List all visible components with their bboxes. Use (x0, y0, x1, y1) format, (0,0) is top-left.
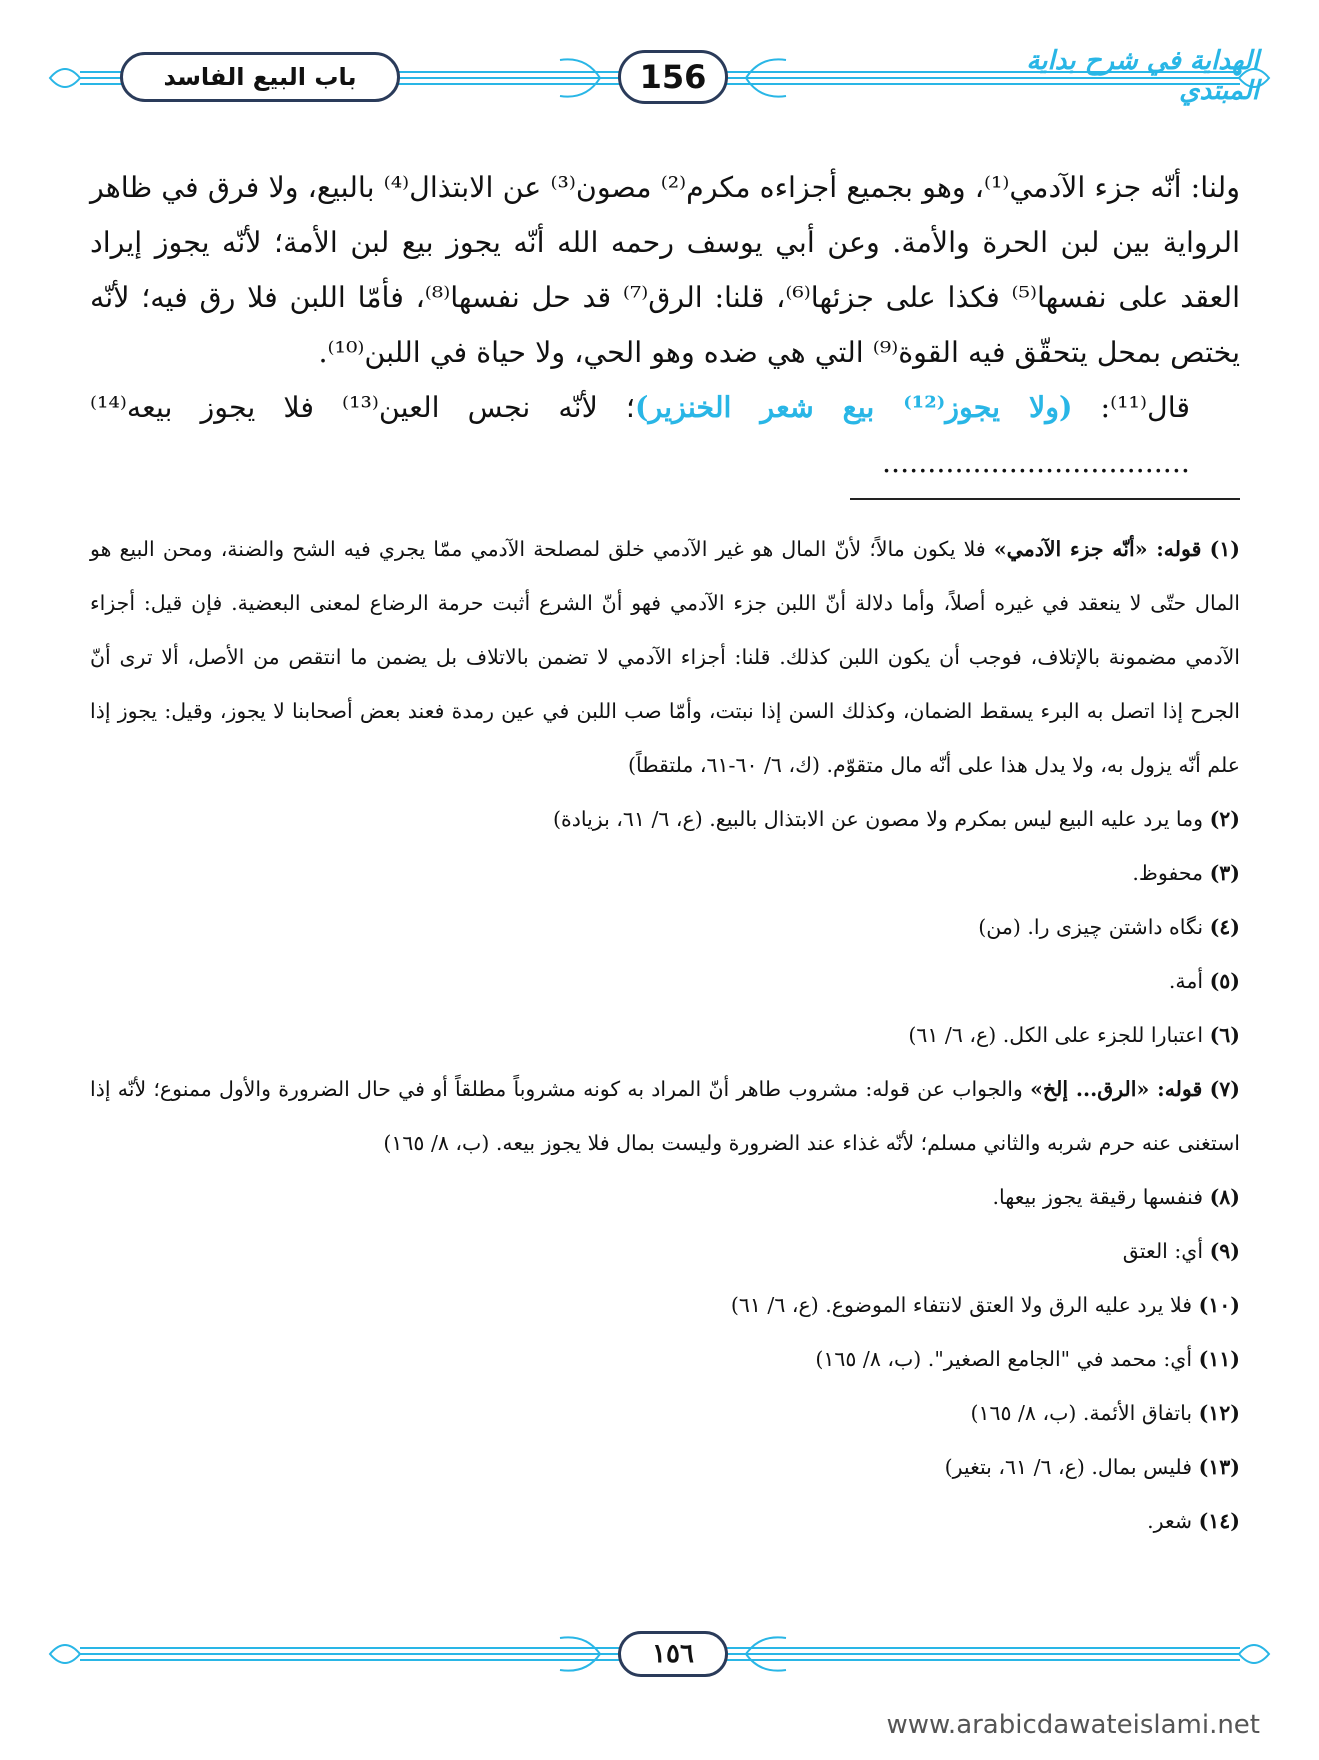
footnote-number: (٦) (1209, 1023, 1240, 1047)
footnote-item (90, 954, 1240, 1008)
footnote-text: فلا يكون مالاً؛ لأنّ المال هو غير الآدمي خلق لمصلحة الآدمي ممّا يجري فيه الشح والضنة، ومحن البيع هو المال حتّى لا ينعقد في غيره أصلاً، وأما دلالة أنّ اللبن جزء الآدمي فهو أنّ الشرع أثبت حرمة الرضاع لمعنى البعضية. فإن قيل: أجزاء الآدمي مضمونة بالإتلاف، فوجب أن يكون اللبن كذلك. قلنا: أجزاء الآدمي لا تضمن بالاتلاف بل يضمن ما انتقص من الأصل، ألا ترى أنّ الجرح إذا اتصل به البرء يسقط الضمان، وكذلك السن إذا نبتت، وأمّا صب اللبن في عين رمدة فعند بعض أصحابنا لا يجوز، وقيل: يجوز إذا علم أنّه يزول به، ولا يدل هذا على أنّه مال متقوّم. (ك، ٦/ ٦٠-٦١، ملتقطاً) (90, 537, 1240, 777)
chapter-title: باب البيع الفاسد (120, 52, 400, 102)
footnote-number: (٥) (1209, 969, 1240, 993)
footnote-number: (٤) (1209, 915, 1240, 939)
quote-continuation: ؛ لأنّه نجس العين⁽¹³⁾ فلا يجوز بيعه⁽¹⁴⁾ .................................. (90, 391, 1190, 479)
footnote-text: نگاه داشتن چیزی را. (من) (978, 915, 1204, 939)
footnote-number: (١٤) (1198, 1509, 1240, 1533)
page-footer (40, 1625, 1279, 1685)
footnote-item (90, 1440, 1240, 1494)
footnote-text: فليس بمال. (ع، ٦/ ٦١، بتغير) (944, 1455, 1193, 1479)
main-paragraph-quote (90, 380, 1240, 490)
footnote-separator (850, 498, 1240, 500)
footnote-number: (١٢) (1198, 1401, 1240, 1425)
footnote-text: والجواب عن قوله: مشروب طاهر أنّ المراد به كونه مشروباً مطلقاً أو في حال الضرورة والأول ممنوع؛ لأنّه إذا استغنى عنه حرم شربه والثاني مسلم؛ لأنّه غذاء عند الضرورة وليست بمال فلا يجوز بيعه. (ب، ٨/ ١٦٥) (90, 1077, 1240, 1155)
footnote-item (90, 1062, 1240, 1170)
quote-intro: قال⁽¹¹⁾: (1072, 391, 1190, 424)
website-watermark: www.arabicdawateislami.net (886, 1710, 1260, 1740)
footnote-number: (١٠) (1198, 1293, 1240, 1317)
quoted-matn: (ولا يجوز⁽¹²⁾ بيع شعر الخنزير) (634, 390, 1073, 424)
footnote-text: أي: محمد في "الجامع الصغير". (ب، ٨/ ١٦٥) (815, 1347, 1193, 1371)
footnote-lead: قوله: «أنّه جزء الآدمي» (993, 537, 1202, 561)
footnote-text: اعتبارا للجزء على الكل. (ع، ٦/ ٦١) (908, 1023, 1204, 1047)
footnote-text: شعر. (1147, 1509, 1193, 1533)
footnote-lead: قوله: «الرق... إلخ» (1030, 1077, 1203, 1101)
footnote-item (90, 1494, 1240, 1548)
header-page-number: 156 (618, 50, 728, 104)
footnote-item (90, 1224, 1240, 1278)
footer-page-number: ١٥٦ (618, 1631, 728, 1677)
footnote-item (90, 1170, 1240, 1224)
footnote-number: (٧) (1209, 1077, 1240, 1101)
main-paragraph-text: ولنا: أنّه جزء الآدمي⁽¹⁾، وهو بجميع أجزاءه مكرم⁽²⁾ مصون⁽³⁾ عن الابتذال⁽⁴⁾ بالبيع، ولا فرق في ظاهر الرواية بين لبن الحرة والأمة. وعن أبي يوسف رحمه الله أنّه يجوز بيع لبن الأمة؛ لأنّه يجوز إيراد العقد على نفسها⁽⁵⁾ فكذا على جزئها⁽⁶⁾، قلنا: الرق⁽⁷⁾ قد حل نفسها⁽⁸⁾، فأمّا اللبن فلا رق فيه؛ لأنّه يختص بمحل يتحقّق فيه القوة⁽⁹⁾ التي هي ضده وهو الحي، ولا حياة في اللبن⁽¹⁰⁾. (90, 171, 1241, 369)
footnote-text: محفوظ. (1132, 861, 1204, 885)
footnote-number: (٣) (1209, 861, 1240, 885)
footnote-number: (١٣) (1198, 1455, 1240, 1479)
footnote-item (90, 522, 1240, 792)
footnote-text: فنفسها رقيقة يجوز بيعها. (992, 1185, 1204, 1209)
main-text (90, 160, 1240, 490)
footnote-text: وما يرد عليه البيع ليس بمكرم ولا مصون عن الابتذال بالبيع. (ع، ٦/ ٦١، بزيادة) (552, 807, 1204, 831)
footnote-text: أمة. (1168, 969, 1204, 993)
footnote-number: (٨) (1209, 1185, 1240, 1209)
footnote-item (90, 846, 1240, 900)
main-paragraph (90, 160, 1240, 380)
footnote-item (90, 1386, 1240, 1440)
book-title: الهداية في شرح بداية المبتدي (1026, 46, 1259, 106)
footnote-item (90, 1278, 1240, 1332)
footnote-item (90, 1332, 1240, 1386)
footnote-number: (١١) (1198, 1347, 1240, 1371)
footnote-number: (٩) (1209, 1239, 1240, 1263)
footnote-number: (٢) (1209, 807, 1240, 831)
footnote-number: (١) (1209, 537, 1240, 561)
footnote-item (90, 1008, 1240, 1062)
footnotes (90, 522, 1240, 1548)
footnote-text: باتفاق الأئمة. (ب، ٨/ ١٦٥) (970, 1401, 1193, 1425)
footnote-text: أي: العتق (1122, 1239, 1204, 1263)
footnote-item (90, 792, 1240, 846)
footnote-item (90, 900, 1240, 954)
page-header (40, 42, 1279, 114)
footnote-text: فلا يرد عليه الرق ولا العتق لانتفاء الموضوع. (ع، ٦/ ٦١) (730, 1293, 1193, 1317)
